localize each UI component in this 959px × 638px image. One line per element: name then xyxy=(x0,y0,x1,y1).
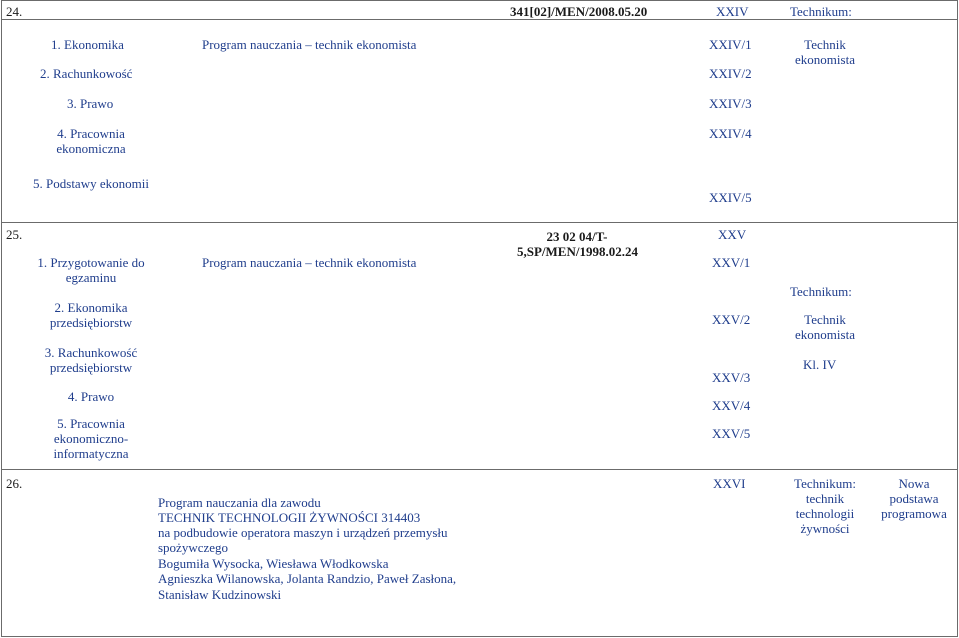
class-level: Kl. IV xyxy=(803,357,837,372)
subject: 2. Ekonomika przedsiębiorstw xyxy=(49,300,133,330)
program-line: spożywczego xyxy=(158,540,229,555)
approval-number: 341[02]/MEN/2008.05.20 xyxy=(510,4,648,19)
program-line: TECHNIK TECHNOLOGII ŻYWNOŚCI 314403 xyxy=(158,510,421,525)
subject: 3. Rachunkowość przedsiębiorstw xyxy=(44,345,138,375)
profession: Technik ekonomista xyxy=(795,312,855,342)
profession: Technik ekonomista xyxy=(795,37,855,67)
program-line: Stanisław Kudzinowski xyxy=(158,587,282,602)
program-note: Nowa podstawa programowa xyxy=(881,476,947,521)
table-right-border xyxy=(957,0,958,637)
volume-part: XXIV/2 xyxy=(709,66,752,81)
program-line: na podbudowie operatora maszyn i urządzeń przemysłu xyxy=(158,525,448,540)
row-top-border xyxy=(1,0,957,1)
approval-number: 23 02 04/T-5,SP/MEN/1998.02.24 xyxy=(517,229,638,259)
row-bottom-border xyxy=(1,636,957,637)
subject: 3. Prawo xyxy=(67,96,114,111)
program-name: Program nauczania – technik ekonomista xyxy=(202,255,417,270)
program-line: Bogumiła Wysocka, Wiesława Włodkowska xyxy=(158,556,389,571)
volume: XXV xyxy=(718,227,747,242)
profession-label: Technikum: xyxy=(790,284,852,299)
subject: 2. Rachunkowość xyxy=(40,66,133,81)
program-line: Program nauczania dla zawodu xyxy=(158,495,321,510)
subject: 1. Przygotowanie do egzaminu xyxy=(37,255,145,285)
volume-part: XXIV/1 xyxy=(709,37,752,52)
volume: XXVI xyxy=(713,476,746,491)
subject: 5. Podstawy ekonomii xyxy=(33,176,149,191)
volume-part: XXV/4 xyxy=(712,398,751,413)
program-name: Program nauczania – technik ekonomista xyxy=(202,37,417,52)
subject: 5. Pracownia ekonomiczno-informatyczna xyxy=(53,416,129,461)
row-number: 26. xyxy=(6,476,23,491)
volume-part: XXIV/3 xyxy=(709,96,752,111)
volume-part: XXV/5 xyxy=(712,426,751,441)
subject: 4. Prawo xyxy=(67,389,115,404)
table-left-border xyxy=(1,0,2,637)
row-number: 24. xyxy=(6,4,23,19)
program-line: Agnieszka Wilanowska, Jolanta Randzio, Paweł Zasłona, xyxy=(158,571,457,586)
volume-part: XXIV/4 xyxy=(709,126,752,141)
profession-label: Technikum: xyxy=(790,4,852,19)
volume-part: XXV/1 xyxy=(712,255,751,270)
subject: 4. Pracownia ekonomiczna xyxy=(56,126,126,156)
row-separator xyxy=(1,19,957,20)
row-separator xyxy=(1,222,957,223)
row-separator xyxy=(1,469,957,470)
volume-part: XXIV/5 xyxy=(709,190,752,205)
row-number: 25. xyxy=(6,227,23,242)
volume-part: XXV/2 xyxy=(712,312,751,327)
volume-part: XXV/3 xyxy=(712,370,751,385)
volume: XXIV xyxy=(716,4,749,19)
subject: 1. Ekonomika xyxy=(51,37,124,52)
profession: Technikum: technik technologii żywności xyxy=(794,476,856,536)
